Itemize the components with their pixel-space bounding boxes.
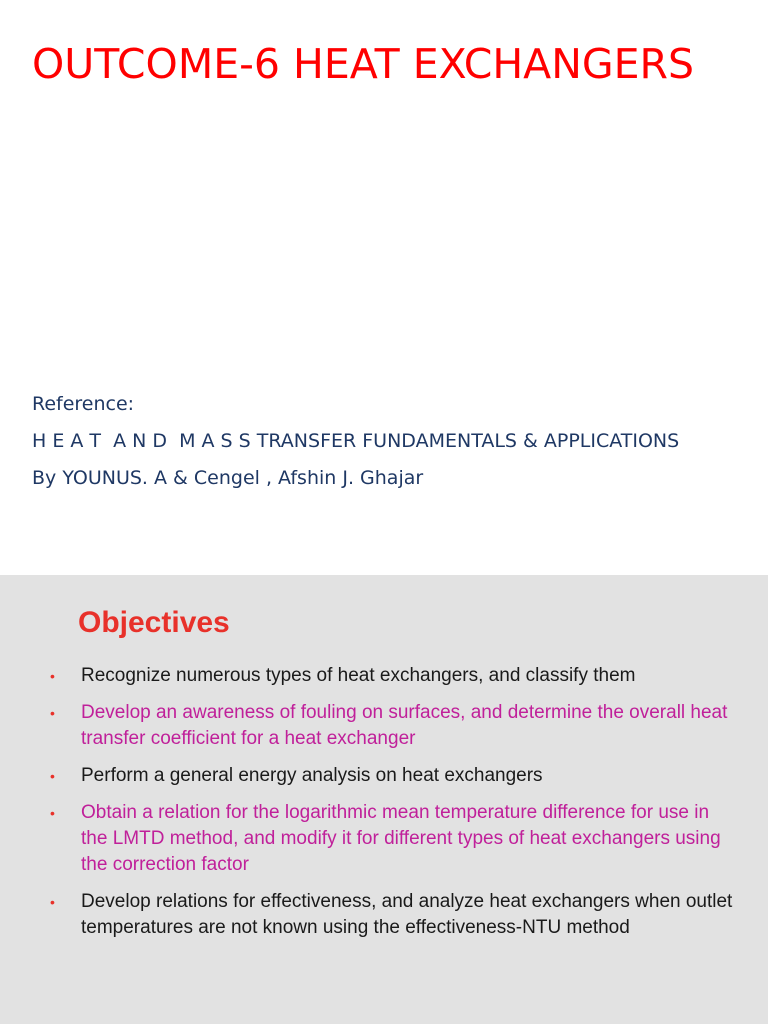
- objectives-title: Objectives: [78, 606, 230, 639]
- objectives-slide: [0, 575, 768, 1024]
- objective-text: Develop an awareness of fouling on surfaces, and determine the overall heat transfer coefficient for a heat exchanger: [81, 702, 728, 749]
- bullet-icon: •: [50, 768, 55, 784]
- bullet-icon: •: [50, 668, 55, 684]
- reference-book-title: H E A T A N D M A S S TRANSFER FUNDAMENTALS & APPLICATIONS: [32, 430, 680, 452]
- reference-block: [32, 386, 679, 497]
- bullet-icon: •: [50, 805, 55, 821]
- objective-item-5: [50, 889, 740, 941]
- objectives-list: [50, 663, 740, 952]
- bullet-icon: •: [50, 705, 55, 721]
- reference-authors: By YOUNUS. A & Cengel , Afshin J. Ghajar: [32, 467, 424, 489]
- slide-title: OUTCOME-6 HEAT EXCHANGERS: [32, 40, 695, 88]
- bullet-icon: •: [50, 894, 55, 910]
- objective-text: Perform a general energy analysis on heat exchangers: [81, 765, 543, 786]
- objective-text: Obtain a relation for the logarithmic mean temperature difference for use in the LMTD method, and modify it for different types of heat exchangers using the correction factor: [81, 802, 721, 875]
- objective-text: Develop relations for effectiveness, and analyze heat exchangers when outlet temperatures are not known using the effectiveness-NTU method: [81, 891, 733, 938]
- reference-label: Reference:: [32, 393, 135, 415]
- objective-text: Recognize numerous types of heat exchangers, and classify them: [81, 665, 636, 686]
- objective-item-4: [50, 800, 740, 878]
- objective-item-1: [50, 663, 740, 689]
- objective-item-2: [50, 700, 740, 752]
- objective-item-3: [50, 763, 740, 789]
